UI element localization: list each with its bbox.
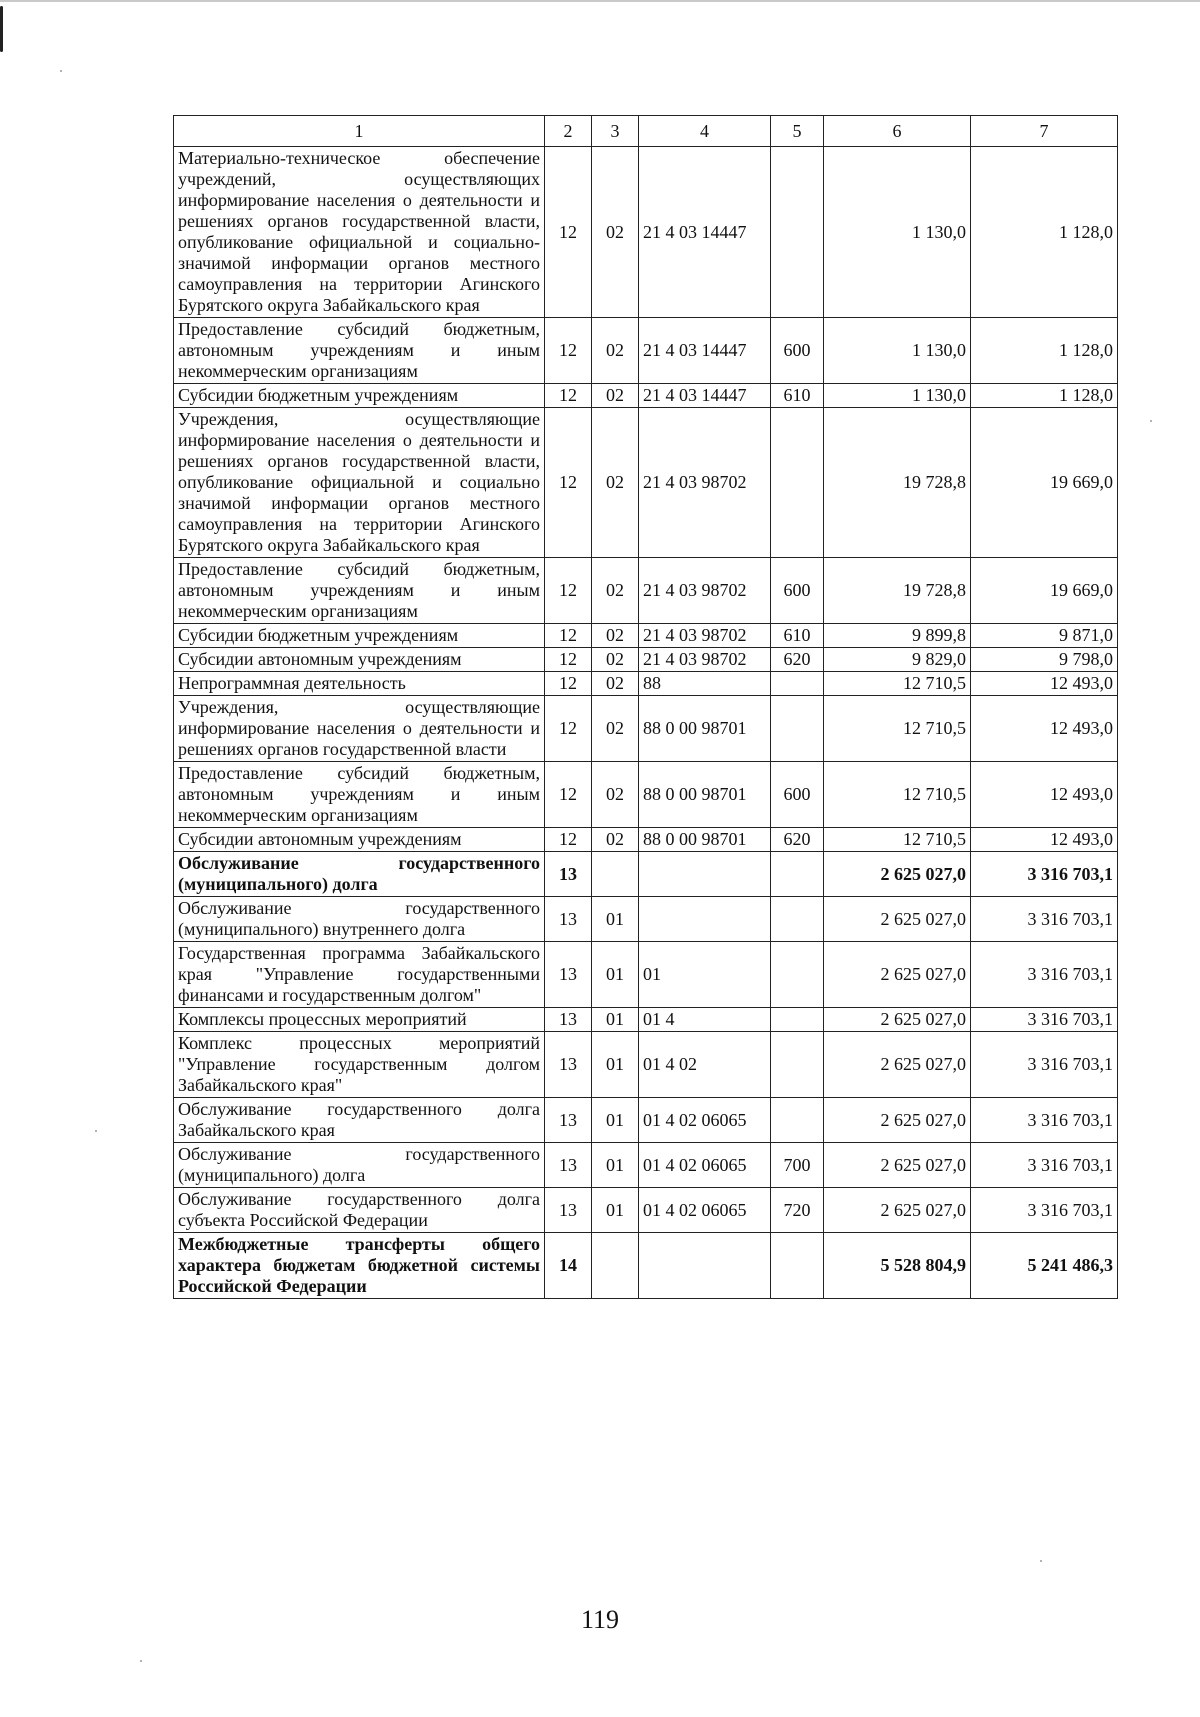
header-cell: 4: [639, 116, 771, 147]
row-subsection-cell: 02: [592, 762, 639, 828]
header-cell: 2: [545, 116, 592, 147]
row-section-cell: 12: [545, 696, 592, 762]
row-expense-type-cell: [771, 1233, 824, 1299]
row-expense-type-cell: [771, 852, 824, 897]
row-subsection-cell: 01: [592, 1032, 639, 1098]
row-amount-col7-cell: 9 871,0: [971, 624, 1118, 648]
row-target-code-cell: 21 4 03 14447: [639, 384, 771, 408]
row-amount-col6-cell: 5 528 804,9: [824, 1233, 971, 1299]
row-target-code-cell: 88: [639, 672, 771, 696]
table-row: [174, 1098, 1118, 1143]
row-section-cell: 13: [545, 897, 592, 942]
row-subsection-cell: 02: [592, 648, 639, 672]
table-row: [174, 852, 1118, 897]
row-subsection-cell: 02: [592, 624, 639, 648]
row-amount-col7-cell: 3 316 703,1: [971, 1143, 1118, 1188]
table-row: [174, 942, 1118, 1008]
table-row: [174, 696, 1118, 762]
row-amount-col7-cell: 12 493,0: [971, 696, 1118, 762]
row-target-code-cell: 01 4 02 06065: [639, 1098, 771, 1143]
row-subsection-cell: 01: [592, 942, 639, 1008]
row-subsection-cell: [592, 852, 639, 897]
row-amount-col6-cell: 19 728,8: [824, 408, 971, 558]
row-section-cell: 13: [545, 1143, 592, 1188]
row-section-cell: 14: [545, 1233, 592, 1299]
row-expense-type-cell: 700: [771, 1143, 824, 1188]
row-amount-col7-cell: 1 128,0: [971, 318, 1118, 384]
row-name-cell: Субсидии бюджетным учреждениям: [174, 384, 545, 408]
row-target-code-cell: 01 4 02 06065: [639, 1143, 771, 1188]
row-amount-col6-cell: 1 130,0: [824, 384, 971, 408]
row-amount-col7-cell: 3 316 703,1: [971, 1098, 1118, 1143]
row-target-code-cell: [639, 897, 771, 942]
row-subsection-cell: 02: [592, 672, 639, 696]
row-target-code-cell: [639, 1233, 771, 1299]
row-section-cell: 13: [545, 852, 592, 897]
row-amount-col7-cell: 3 316 703,1: [971, 852, 1118, 897]
row-amount-col7-cell: 1 128,0: [971, 384, 1118, 408]
row-expense-type-cell: [771, 1098, 824, 1143]
row-section-cell: 12: [545, 672, 592, 696]
table-row: [174, 828, 1118, 852]
row-name-cell: Субсидии бюджетным учреждениям: [174, 624, 545, 648]
row-section-cell: 12: [545, 558, 592, 624]
row-expense-type-cell: 620: [771, 648, 824, 672]
row-name-cell: Обслуживание государственного долга субъекта Российской Федерации: [174, 1188, 545, 1233]
row-expense-type-cell: [771, 1032, 824, 1098]
row-amount-col7-cell: 12 493,0: [971, 762, 1118, 828]
row-section-cell: 13: [545, 1008, 592, 1032]
row-target-code-cell: 21 4 03 98702: [639, 648, 771, 672]
row-amount-col7-cell: 3 316 703,1: [971, 1032, 1118, 1098]
row-target-code-cell: 01 4: [639, 1008, 771, 1032]
row-name-cell: Субсидии автономным учреждениям: [174, 648, 545, 672]
row-section-cell: 12: [545, 318, 592, 384]
row-name-cell: Предоставление субсидий бюджетным, автономным учреждениям и иным некоммерческим организациям: [174, 762, 545, 828]
row-target-code-cell: 01 4 02 06065: [639, 1188, 771, 1233]
row-expense-type-cell: [771, 408, 824, 558]
table-row: [174, 1233, 1118, 1299]
row-amount-col6-cell: 1 130,0: [824, 318, 971, 384]
row-amount-col7-cell: 3 316 703,1: [971, 1188, 1118, 1233]
table-row: [174, 762, 1118, 828]
row-amount-col6-cell: 2 625 027,0: [824, 1098, 971, 1143]
row-expense-type-cell: [771, 696, 824, 762]
row-target-code-cell: 21 4 03 98702: [639, 624, 771, 648]
scan-top-edge: [0, 0, 1200, 2]
row-amount-col6-cell: 2 625 027,0: [824, 1008, 971, 1032]
row-name-cell: Обслуживание государственного (муниципального) долга: [174, 1143, 545, 1188]
row-subsection-cell: 02: [592, 408, 639, 558]
table-row: [174, 318, 1118, 384]
row-section-cell: 13: [545, 1098, 592, 1143]
row-section-cell: 12: [545, 648, 592, 672]
table-row: [174, 672, 1118, 696]
row-amount-col6-cell: 19 728,8: [824, 558, 971, 624]
row-expense-type-cell: 610: [771, 624, 824, 648]
row-expense-type-cell: [771, 672, 824, 696]
row-amount-col6-cell: 9 899,8: [824, 624, 971, 648]
table-row: [174, 147, 1118, 318]
row-expense-type-cell: 600: [771, 762, 824, 828]
row-expense-type-cell: 600: [771, 318, 824, 384]
row-amount-col6-cell: 2 625 027,0: [824, 897, 971, 942]
row-amount-col6-cell: 2 625 027,0: [824, 942, 971, 1008]
scan-speck: [95, 1130, 97, 1132]
row-subsection-cell: 02: [592, 147, 639, 318]
row-subsection-cell: 01: [592, 1098, 639, 1143]
row-expense-type-cell: 610: [771, 384, 824, 408]
row-subsection-cell: 01: [592, 897, 639, 942]
row-subsection-cell: 02: [592, 558, 639, 624]
row-expense-type-cell: 600: [771, 558, 824, 624]
row-subsection-cell: 01: [592, 1008, 639, 1032]
row-target-code-cell: [639, 852, 771, 897]
row-name-cell: Учреждения, осуществляющие информирование населения о деятельности и решениях органов государственной власти: [174, 696, 545, 762]
row-target-code-cell: 01 4 02: [639, 1032, 771, 1098]
row-name-cell: Государственная программа Забайкальского края "Управление государственными финансами и государственным долгом": [174, 942, 545, 1008]
row-amount-col6-cell: 2 625 027,0: [824, 852, 971, 897]
row-target-code-cell: 21 4 03 14447: [639, 147, 771, 318]
table-row: [174, 1008, 1118, 1032]
row-expense-type-cell: 720: [771, 1188, 824, 1233]
row-name-cell: Комплекс процессных мероприятий "Управление государственным долгом Забайкальского края": [174, 1032, 545, 1098]
row-section-cell: 12: [545, 624, 592, 648]
row-amount-col6-cell: 12 710,5: [824, 696, 971, 762]
row-amount-col7-cell: 3 316 703,1: [971, 897, 1118, 942]
table-row: [174, 408, 1118, 558]
row-amount-col6-cell: 2 625 027,0: [824, 1032, 971, 1098]
scan-speck: [1150, 420, 1152, 422]
row-amount-col6-cell: 12 710,5: [824, 672, 971, 696]
row-amount-col7-cell: 12 493,0: [971, 672, 1118, 696]
row-target-code-cell: 21 4 03 98702: [639, 558, 771, 624]
row-amount-col7-cell: 3 316 703,1: [971, 1008, 1118, 1032]
table-row: [174, 384, 1118, 408]
scan-speck: [60, 70, 62, 72]
row-name-cell: Субсидии автономным учреждениям: [174, 828, 545, 852]
row-target-code-cell: 01: [639, 942, 771, 1008]
row-amount-col7-cell: 1 128,0: [971, 147, 1118, 318]
row-name-cell: Предоставление субсидий бюджетным, автономным учреждениям и иным некоммерческим организациям: [174, 558, 545, 624]
row-target-code-cell: 21 4 03 14447: [639, 318, 771, 384]
row-subsection-cell: 02: [592, 828, 639, 852]
header-cell: 7: [971, 116, 1118, 147]
row-name-cell: Комплексы процессных мероприятий: [174, 1008, 545, 1032]
row-expense-type-cell: [771, 147, 824, 318]
table-row: [174, 558, 1118, 624]
row-name-cell: Обслуживание государственного (муниципального) внутреннего долга: [174, 897, 545, 942]
row-name-cell: Предоставление субсидий бюджетным, автономным учреждениям и иным некоммерческим организациям: [174, 318, 545, 384]
row-name-cell: Обслуживание государственного (муниципального) долга: [174, 852, 545, 897]
table-row: [174, 1032, 1118, 1098]
table-row: [174, 648, 1118, 672]
header-cell: 6: [824, 116, 971, 147]
row-name-cell: Материально-техническое обеспечение учреждений, осуществляющих информирование населения о деятельности и решениях органов государственной власти, опубликование официальной и социально-значимой информации органов местного самоуправления на территории Агинского Бурятского округа Забайкальского края: [174, 147, 545, 318]
table-row: [174, 1143, 1118, 1188]
row-subsection-cell: 01: [592, 1143, 639, 1188]
row-section-cell: 12: [545, 408, 592, 558]
scan-binding-mark: [0, 6, 3, 52]
table-header-row: [174, 116, 1118, 147]
row-amount-col7-cell: 19 669,0: [971, 558, 1118, 624]
row-amount-col6-cell: 1 130,0: [824, 147, 971, 318]
row-section-cell: 12: [545, 147, 592, 318]
row-amount-col6-cell: 2 625 027,0: [824, 1188, 971, 1233]
table-row: [174, 1188, 1118, 1233]
row-section-cell: 13: [545, 1188, 592, 1233]
header-cell: 1: [174, 116, 545, 147]
row-expense-type-cell: [771, 897, 824, 942]
row-amount-col7-cell: 19 669,0: [971, 408, 1118, 558]
row-amount-col6-cell: 12 710,5: [824, 828, 971, 852]
row-amount-col6-cell: 12 710,5: [824, 762, 971, 828]
row-target-code-cell: 21 4 03 98702: [639, 408, 771, 558]
row-target-code-cell: 88 0 00 98701: [639, 828, 771, 852]
header-cell: 3: [592, 116, 639, 147]
row-name-cell: Межбюджетные трансферты общего характера бюджетам бюджетной системы Российской Федерации: [174, 1233, 545, 1299]
row-section-cell: 13: [545, 1032, 592, 1098]
row-subsection-cell: [592, 1233, 639, 1299]
row-section-cell: 12: [545, 384, 592, 408]
row-amount-col7-cell: 9 798,0: [971, 648, 1118, 672]
scan-speck: [140, 1660, 142, 1662]
row-amount-col7-cell: 3 316 703,1: [971, 942, 1118, 1008]
row-section-cell: 12: [545, 762, 592, 828]
row-name-cell: Учреждения, осуществляющие информирование населения о деятельности и решениях органов государственной власти, опубликование официальной и социально значимой информации органов местного самоуправления на территории Агинского Бурятского округа Забайкальского края: [174, 408, 545, 558]
row-subsection-cell: 02: [592, 318, 639, 384]
table-row: [174, 897, 1118, 942]
row-amount-col6-cell: 2 625 027,0: [824, 1143, 971, 1188]
budget-table: [173, 115, 1118, 1299]
row-name-cell: Непрограммная деятельность: [174, 672, 545, 696]
row-target-code-cell: 88 0 00 98701: [639, 762, 771, 828]
row-subsection-cell: 02: [592, 384, 639, 408]
row-section-cell: 12: [545, 828, 592, 852]
row-amount-col7-cell: 12 493,0: [971, 828, 1118, 852]
row-amount-col6-cell: 9 829,0: [824, 648, 971, 672]
row-target-code-cell: 88 0 00 98701: [639, 696, 771, 762]
row-amount-col7-cell: 5 241 486,3: [971, 1233, 1118, 1299]
row-section-cell: 13: [545, 942, 592, 1008]
row-subsection-cell: 02: [592, 696, 639, 762]
scan-speck: [1040, 1560, 1042, 1562]
page-number: 119: [580, 1605, 620, 1634]
row-expense-type-cell: [771, 1008, 824, 1032]
row-name-cell: Обслуживание государственного долга Забайкальского края: [174, 1098, 545, 1143]
table-row: [174, 624, 1118, 648]
row-expense-type-cell: [771, 942, 824, 1008]
header-cell: 5: [771, 116, 824, 147]
row-subsection-cell: 01: [592, 1188, 639, 1233]
row-expense-type-cell: 620: [771, 828, 824, 852]
